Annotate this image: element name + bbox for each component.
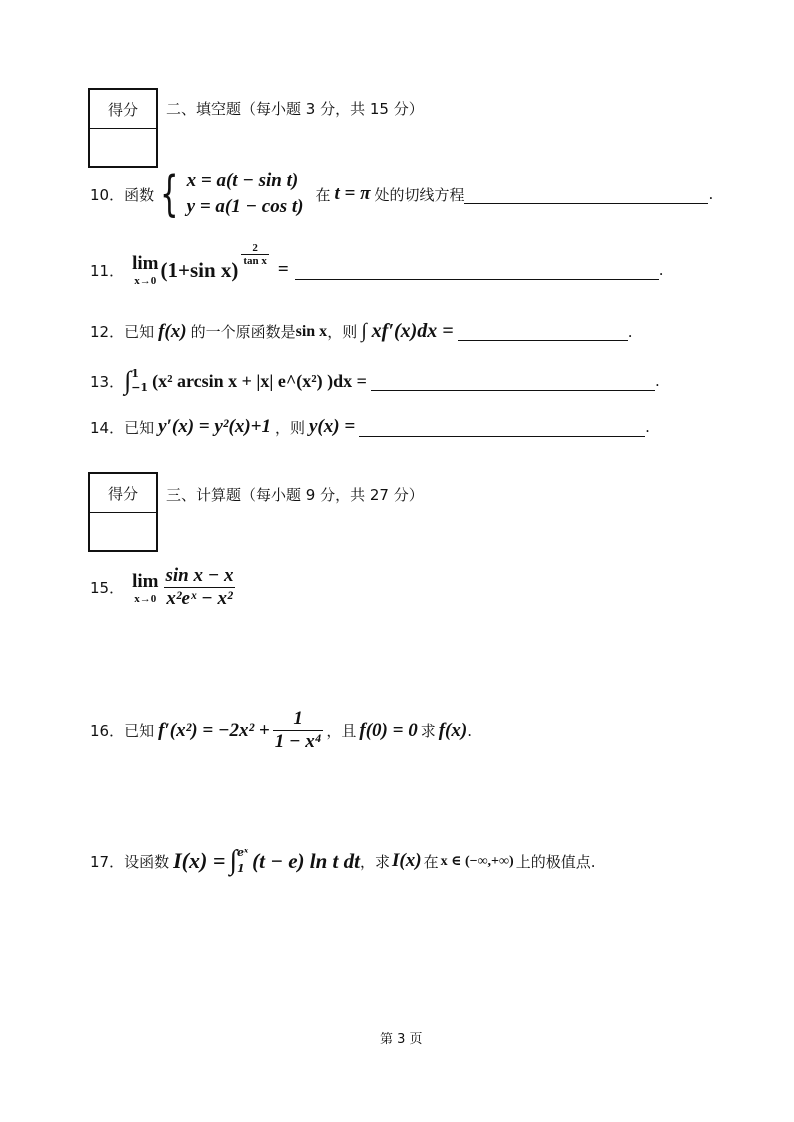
exponent: [241, 242, 269, 267]
brace-icon: {: [160, 166, 179, 222]
fraction: [163, 565, 235, 610]
lower-bound: 1: [237, 862, 245, 875]
score-box-section3: [88, 472, 158, 552]
answer-blank[interactable]: [458, 322, 628, 341]
question-16: [90, 708, 472, 753]
numerator: 1: [293, 708, 303, 729]
primitive: sin x: [295, 322, 328, 340]
integral-sign: ∫: [229, 845, 238, 876]
integrand: (x² arcsin x + |x| e^(x²) )dx =: [152, 370, 367, 391]
question-text: ，求: [359, 852, 390, 871]
question-12: [90, 320, 632, 343]
question-text: 处的切线方程: [374, 185, 465, 204]
question-17: [90, 845, 595, 877]
question-text: ，且: [326, 722, 357, 740]
lim-text: lim: [132, 253, 159, 274]
exponent-denominator: tan x: [243, 254, 267, 267]
question-text: 在: [315, 185, 331, 204]
equation: y′(x) = y²(x)+1: [158, 416, 271, 437]
domain-range: x ∈ (−∞,+∞): [440, 853, 514, 869]
period: .: [645, 418, 650, 436]
upper-bound: 1: [131, 367, 139, 380]
score-box-section2: [88, 88, 158, 168]
answer-blank[interactable]: [464, 185, 708, 204]
question-text: 的一个原函数是: [190, 323, 296, 341]
upper-bound: eˣ: [237, 846, 249, 859]
condition: f(0) = 0: [359, 719, 418, 741]
equals: =: [277, 259, 289, 280]
function: y(x) =: [309, 416, 356, 437]
period: .: [627, 322, 633, 341]
question-13: [90, 366, 660, 396]
question-15: [90, 565, 239, 610]
equation-line: x = a(t − sin t): [186, 170, 299, 191]
lim-subscript: x→0: [134, 592, 157, 605]
question-number: 16．: [90, 722, 125, 740]
question-number: 17．: [90, 852, 125, 871]
question-10: [90, 166, 714, 222]
question-number: 15．: [90, 579, 125, 597]
question-text: 已知: [124, 418, 155, 437]
question-text: 求: [420, 722, 436, 740]
numerator: sin x − x: [165, 565, 234, 586]
limit: [132, 571, 158, 605]
section2-title: 二、填空题（每小题 3 分，共 15 分）: [166, 100, 424, 118]
question-text: ，则: [327, 323, 358, 341]
question-text: 在: [423, 852, 439, 871]
question-number: 12．: [90, 323, 125, 341]
equation-lhs: I(x) =: [173, 848, 226, 873]
question-text: ，则: [274, 418, 305, 437]
limit: [132, 253, 158, 287]
page-number: 第 3 页: [380, 1032, 423, 1047]
parametric-system: [154, 166, 304, 222]
function: I(x): [392, 850, 422, 871]
target-function: f(x): [438, 719, 468, 741]
answer-blank[interactable]: [359, 418, 645, 437]
lower-bound: −1: [131, 381, 149, 394]
equation-line: y = a(1 − cos t): [186, 196, 304, 217]
denominator: x²eˣ − x²: [166, 588, 233, 609]
question-text: 已知: [124, 323, 155, 341]
question-14: [90, 416, 650, 438]
integral-sign: ∫: [124, 366, 132, 395]
question-11: [90, 241, 664, 287]
answer-blank[interactable]: [295, 261, 659, 280]
period: .: [708, 185, 714, 203]
denominator: 1 − x⁴: [274, 731, 322, 752]
question-text: 函数: [124, 185, 155, 204]
expression: (1+sin x): [160, 257, 239, 282]
function: f(x): [158, 320, 187, 342]
question-number: 10．: [90, 185, 125, 204]
integrand: (t − e) ln t dt: [252, 848, 360, 873]
period: .: [467, 721, 472, 740]
condition: t = π: [334, 183, 371, 204]
question-number: 13．: [90, 372, 125, 391]
score-label: 得分: [90, 474, 156, 513]
section3-title: 三、计算题（每小题 9 分，共 27 分）: [166, 486, 424, 504]
lim-text: lim: [132, 570, 159, 592]
question-text: 已知: [124, 722, 155, 740]
answer-blank[interactable]: [371, 372, 655, 391]
question-number: 11．: [90, 261, 125, 280]
fraction: [273, 708, 324, 753]
period: .: [654, 372, 660, 390]
lim-subscript: x→0: [134, 275, 157, 287]
integral-bounds: [237, 845, 248, 877]
integral-bounds: [131, 367, 148, 395]
exponent-numerator: 2: [252, 241, 258, 254]
integral: ∫ xf′(x)dx =: [361, 320, 454, 342]
question-text: 上的极值点.: [515, 852, 596, 871]
question-text: 设函数: [124, 852, 170, 871]
period: .: [658, 261, 664, 279]
question-number: 14．: [90, 418, 125, 437]
equation-lhs: f′(x²) = −2x² +: [158, 719, 270, 741]
score-label: 得分: [90, 90, 156, 129]
